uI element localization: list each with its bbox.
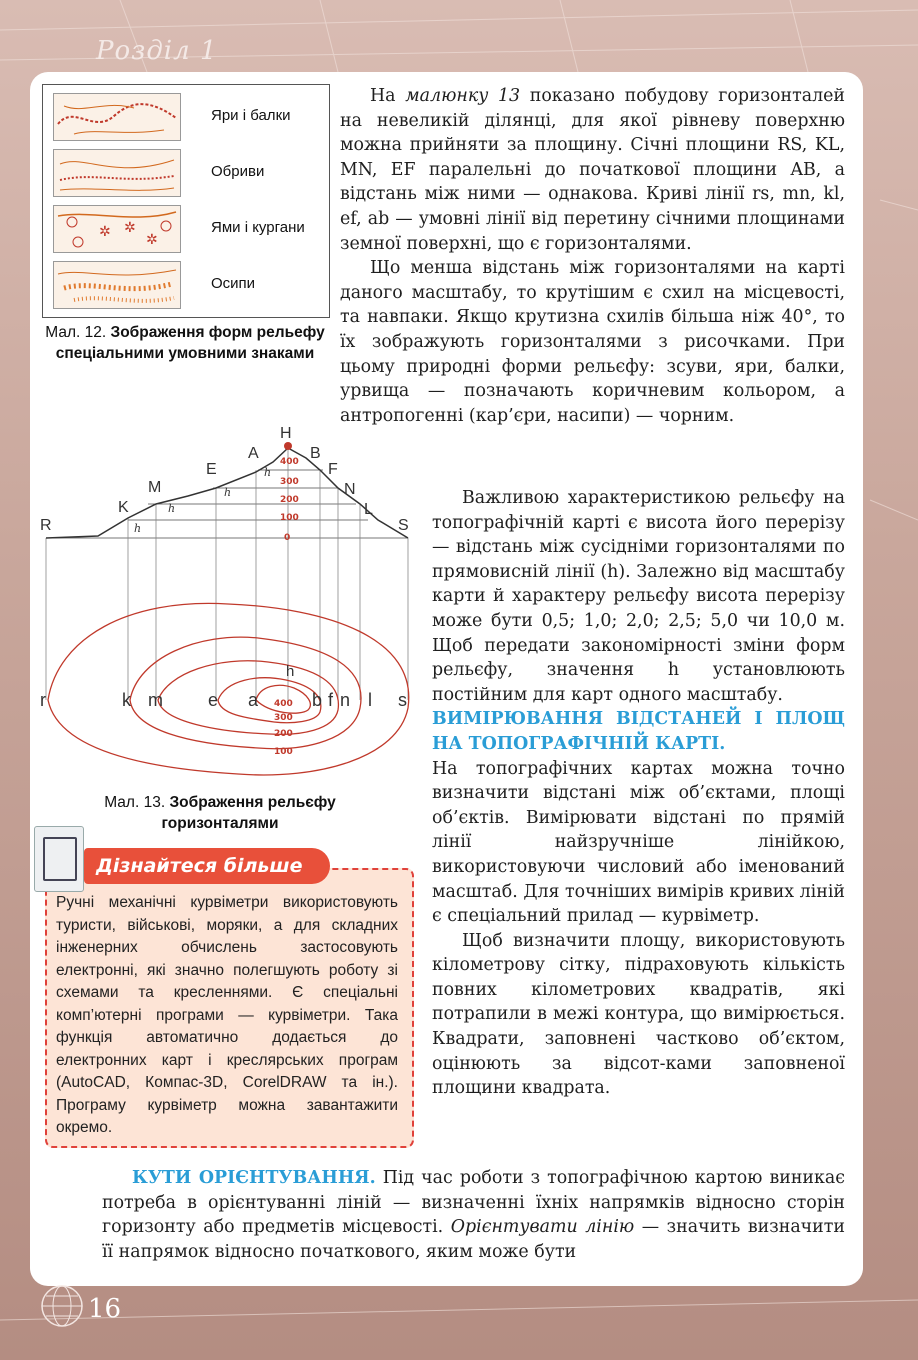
plan-letter: l	[368, 690, 372, 710]
paragraph: На малюнку 13 показано побудову горизонталей на невеликій ділянці, для якої рівневу поверхню можна прийняти за площину. Січні площини RS, KL, MN, EF паралельні до початкової площини AB, а відстань між ними — однакова. Криві лінії rs, mn, kl, ef, ab — умовні лінії від перетину січними площинами земної поверхні, що є горизонталями.	[340, 86, 846, 254]
profile-label: F	[328, 461, 338, 478]
pits-symbol	[53, 205, 181, 253]
learn-more-title: Дізнайтеся більше	[84, 848, 330, 884]
h-label: h	[224, 486, 232, 499]
figure-12	[42, 84, 330, 318]
profile-label: L	[364, 501, 373, 518]
text-block-top	[340, 84, 845, 428]
plan-height: 300	[274, 713, 293, 723]
paragraph: Щоб визначити площу, використовують кілометрову сітку, підраховують кількість повних кілометрових квадратів, які потрапили в межі контура, що вимірюється. Квадрати, заповнені частково об’єктом, оцінюють за відсот-ками заповненої площини квадрата.	[432, 930, 845, 1099]
screes-symbol	[53, 261, 181, 309]
profile-label: K	[118, 499, 129, 516]
cliffs-symbol	[53, 149, 181, 197]
legend-label: Обриви	[211, 163, 265, 180]
svg-text:✲: ✲	[124, 220, 136, 236]
h-label: h	[134, 522, 142, 535]
plan-letter: s	[398, 690, 407, 710]
plan-height: 100	[274, 747, 293, 757]
profile-label: A	[248, 445, 259, 462]
legend-row-screes	[51, 261, 321, 309]
legend-row-ravines	[51, 93, 321, 141]
profile-label: M	[148, 479, 162, 496]
profile-label: R	[40, 517, 52, 534]
profile-label: B	[310, 445, 321, 462]
h-label: h	[264, 466, 272, 479]
plan-height: 200	[274, 729, 293, 739]
plan-height: 400	[274, 699, 293, 709]
paragraph: На топографічних картах можна точно визначити відстані між об’єктами, площі об’єктів. Вимірювати відстані по прямій лінії найзручніше лінійкою, використовуючи числовий або іменований масштаб. Для точніших вимірів кривих ліній є спеціальний прилад — курвіметр.	[432, 758, 845, 927]
legend-row-pits	[51, 205, 321, 253]
h-label: h	[286, 663, 295, 680]
plan-letter: m	[148, 690, 163, 710]
profile-label: S	[398, 517, 409, 534]
legend-label: Яри і балки	[211, 107, 291, 124]
section-heading: ВИМІРЮВАННЯ ВІДСТАНЕЙ І ПЛОЩ НА ТОПОГРАФІЧНІЙ КАРТІ.	[432, 709, 845, 754]
legend-row-cliffs	[51, 149, 321, 197]
height-label: 300	[280, 477, 299, 487]
page-number: 16	[88, 1294, 122, 1324]
h-label: h	[168, 502, 176, 515]
svg-text:✲: ✲	[99, 224, 111, 240]
plan-letter: k	[122, 690, 131, 710]
legend-label: Осипи	[211, 275, 256, 292]
plan-letter: b	[312, 690, 323, 710]
section-label: Розділ 1	[96, 36, 218, 66]
text-block-bottom	[102, 1166, 845, 1264]
plan-letter: e	[208, 690, 219, 710]
profile-label: H	[280, 425, 292, 442]
paragraph: Важливою характеристикою рельєфу на топографічній карті є висота його перерізу — відстань між сусідніми горизонталями по прямовисній лінії (h). Залежно від масштабу карти й характеру рельєфу висота перерізу може бути 0,5; 1,0; 2,0; 2,5; 5,0 чи 10,0 м. Щоб передати закономірності зміни форм рельєфу, значення h установлюють постійним для карт одного масштабу.	[432, 488, 845, 705]
height-label: 400	[280, 457, 299, 467]
contour-plan	[48, 603, 409, 775]
plan-letter: a	[248, 690, 259, 710]
height-label: 200	[280, 495, 299, 505]
caption-prefix: Мал. 12.	[45, 324, 107, 341]
book-icon	[34, 826, 84, 892]
height-label: 0	[284, 533, 291, 543]
paragraph: КУТИ ОРІЄНТУВАННЯ. Під час роботи з топографічною картою виникає потреба в орієнтуванні ліній — визначенні їхніх напрямків відносно сторін горизонту або предметів місцевості. Орієнтувати лінію — значить визначити її напрямок відносно початкового, яким може бути	[102, 1168, 845, 1262]
profile-label: N	[344, 481, 356, 498]
figure-13-caption	[60, 792, 380, 834]
section-heading: КУТИ ОРІЄНТУВАННЯ.	[132, 1168, 376, 1188]
svg-text:✲: ✲	[146, 232, 158, 248]
profile-label: E	[206, 461, 217, 478]
caption-title: Зображення форм рельефу спеціальними умовними знаками	[55, 324, 325, 362]
paragraph: Що менша відстань між горизонталями на карті даного масштабу, то крутішим є схил на місцевості, та навпаки. Якщо крутизна схилів більша ніж 40°, то їх зображують горизонталями з рисочками. При цьому природні форми рельєфу: зсуви, яри, балки, урвища — позначають коричневим кольором, а антропогенні (кар’єри, насипи) — чорним.	[340, 258, 845, 426]
caption-title: Зображення рельєфу горизонталями	[161, 794, 336, 832]
figure-12-caption	[40, 322, 330, 364]
plan-letter: r	[40, 690, 46, 710]
learn-more-text: Ручні механічні курвіметри використовують туристи, військові, моряки, а для складних інженерних обчислень застосовують електронні, які значно полегшують роботу зі схемами та кресленнями. Є спеціальні комп’ютерні програми — курвіметри. Така функція автоматично додається до електронних карт і креслярських програм (AutoCAD, Компас-3D, CorelDRAW та ін.). Програму курвіметр можна завантажити окремо.	[56, 894, 398, 1136]
caption-prefix: Мал. 13.	[104, 794, 166, 811]
globe-icon	[40, 1284, 84, 1328]
height-label: 100	[280, 513, 299, 523]
plan-letter: n	[340, 690, 351, 710]
ravines-symbol	[53, 93, 181, 141]
summit-point	[284, 442, 292, 450]
text-block-right	[432, 486, 845, 1101]
figure-13	[38, 418, 418, 790]
legend-label: Ями і кургани	[211, 219, 305, 236]
plan-letter: f	[328, 690, 334, 710]
